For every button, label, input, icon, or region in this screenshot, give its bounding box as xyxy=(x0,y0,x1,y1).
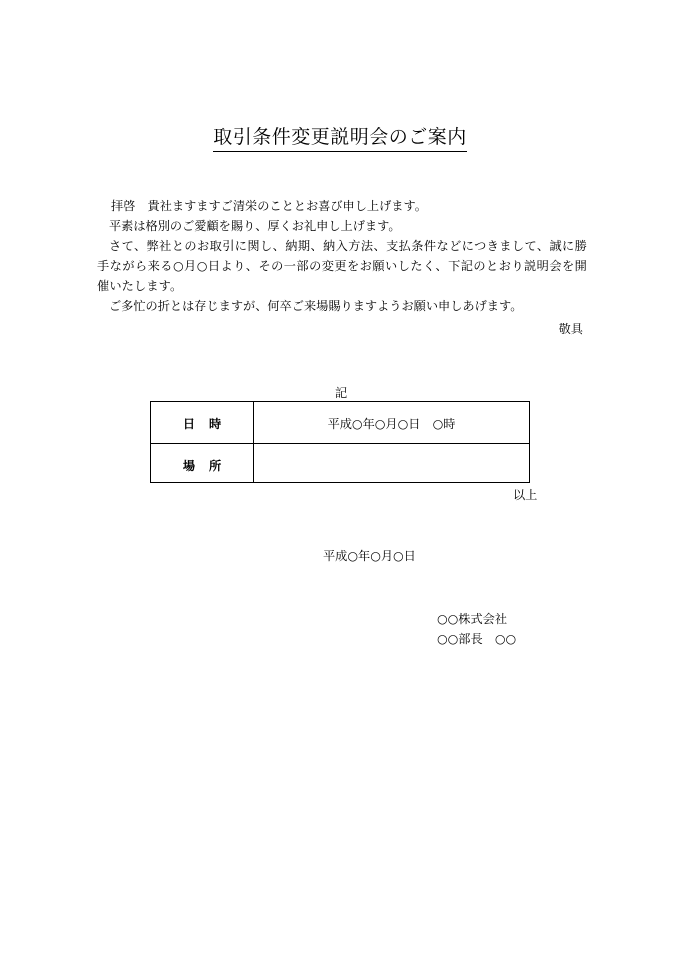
closing-keigu: 敬具 xyxy=(558,322,583,336)
paragraph-request xyxy=(97,296,585,316)
sender-person: ○○部長 ○○ xyxy=(437,632,517,646)
paragraph-thanks xyxy=(97,216,585,236)
paragraph-greeting xyxy=(97,196,585,216)
paragraph-thanks-text: 平素は格別のご愛顧を賜り、厚くお礼申し上げます。 xyxy=(109,219,401,233)
table-column-divider xyxy=(253,402,254,482)
ki-heading: 記 xyxy=(335,386,348,400)
table-label-place: 場所 xyxy=(182,459,236,473)
paragraph-greeting-text: 拝啓 貴社ますますご清栄のこととお喜び申し上げます。 xyxy=(111,199,427,213)
document-title xyxy=(0,124,680,152)
issue-date: 平成○年○月○日 xyxy=(323,549,416,563)
closing-ijou: 以上 xyxy=(513,488,538,502)
table-label-datetime: 日時 xyxy=(182,417,236,431)
document-title-text: 取引条件変更説明会のご案内 xyxy=(213,124,467,152)
table-value-datetime: 平成○年○月○日 ○時 xyxy=(327,417,456,431)
paragraph-notice: さて、弊社とのお取引に関し、納期、納入方法、支払条件などにつきまして、誠に勝手ながら来る○月○日より、その一部の変更をお願いしたく、下記のとおり説明会を開催いたします。 xyxy=(97,239,587,293)
details-table xyxy=(150,401,530,483)
sender-company: ○○株式会社 xyxy=(437,612,508,626)
paragraph-request-text: ご多忙の折とは存じますが、何卒ご来場賜りますようお願い申しあげます。 xyxy=(109,299,523,313)
table-row-divider xyxy=(151,443,529,444)
